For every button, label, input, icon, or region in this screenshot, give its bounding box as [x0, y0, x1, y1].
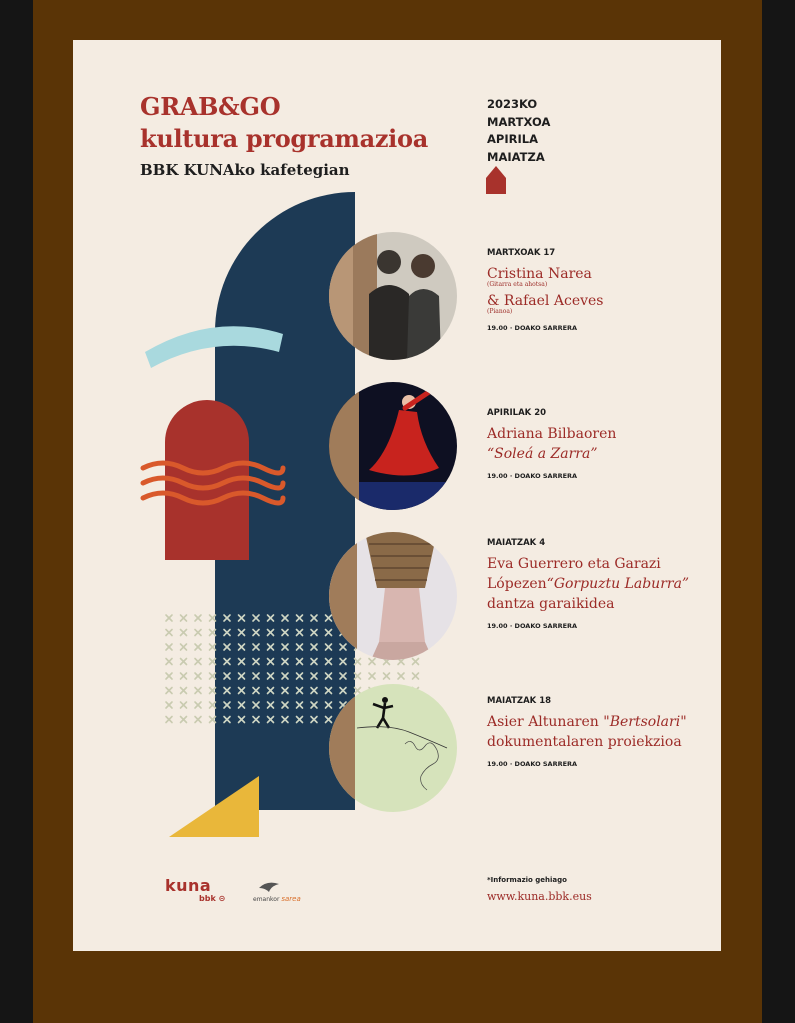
- x-mark: [166, 615, 172, 621]
- x-mark: [413, 659, 419, 665]
- months-list: [487, 96, 550, 166]
- event-date: MARTXOAK 17: [487, 248, 556, 258]
- x-mark: [166, 659, 172, 665]
- months-may: MAIATZA: [487, 149, 545, 164]
- subtitle-venue: BBK KUNAko kafetegian: [140, 161, 350, 179]
- x-mark: [355, 659, 361, 665]
- x-mark: [181, 688, 187, 694]
- house-icon: [486, 166, 506, 194]
- event-time: 19.00 · DOAKO SARRERA: [487, 760, 578, 768]
- x-mark: [195, 659, 201, 665]
- x-mark: [195, 644, 201, 650]
- website-link[interactable]: www.kuna.bbk.eus: [487, 890, 592, 903]
- x-mark: [210, 659, 216, 665]
- x-mark: [181, 630, 187, 636]
- bbk-circle-icon: ⊝: [218, 894, 226, 903]
- months-year: 2023KO: [487, 97, 538, 111]
- x-mark: [181, 702, 187, 708]
- x-mark: [210, 673, 216, 679]
- x-mark: [210, 702, 216, 708]
- info-label: *Informazio gehiago: [487, 876, 567, 884]
- months-march: MARTXOA: [487, 114, 551, 129]
- x-mark: [166, 688, 172, 694]
- x-mark: [195, 702, 201, 708]
- x-mark: [210, 688, 216, 694]
- x-mark: [166, 702, 172, 708]
- event-title: Eva Guerrero eta Garazi: [487, 556, 661, 572]
- photo-cristina-rafael: [329, 232, 457, 360]
- x-mark: [181, 615, 187, 621]
- event-time: 19.00 · DOAKO SARRERA: [487, 622, 578, 630]
- x-mark: [369, 659, 375, 665]
- event-title-part: Asier Altunaren: [487, 714, 604, 730]
- x-mark: [181, 673, 187, 679]
- x-mark: [384, 673, 390, 679]
- event-march: [487, 248, 727, 332]
- x-mark: [195, 615, 201, 621]
- event-title: [487, 712, 727, 732]
- x-mark: [166, 673, 172, 679]
- x-mark: [195, 717, 201, 723]
- photo-adriana-bilbao: [329, 382, 457, 510]
- sarea-logo-text: sarea: [281, 895, 301, 903]
- x-mark: [195, 688, 201, 694]
- x-mark: [166, 644, 172, 650]
- event-title-part: Lópezen: [487, 576, 547, 592]
- photo-gorpuztu-laburra: [329, 532, 457, 660]
- kuna-logo: kuna: [165, 876, 212, 895]
- x-mark: [210, 615, 216, 621]
- event-title: “Soleá a Zarra”: [487, 446, 598, 462]
- x-mark: [181, 644, 187, 650]
- x-mark: [210, 630, 216, 636]
- x-mark: [195, 630, 201, 636]
- title-grab-go: GRAB&GO: [140, 92, 281, 121]
- event-may-4: [487, 538, 727, 630]
- x-mark: [398, 673, 404, 679]
- event-date: MAIATZAK 4: [487, 538, 546, 548]
- x-mark: [181, 717, 187, 723]
- poster: [73, 40, 721, 951]
- event-title-part: "Bertsolari": [603, 714, 687, 730]
- months-april: APIRILA: [487, 132, 538, 146]
- x-mark: [181, 659, 187, 665]
- x-mark: [166, 630, 172, 636]
- event-performer-note: (Gitarra eta ahotsa): [487, 281, 548, 288]
- x-mark: [210, 644, 216, 650]
- event-title: dokumentalaren proiekzioa: [487, 734, 682, 750]
- event-april: [487, 408, 727, 480]
- emankor-bird-icon: [257, 880, 285, 894]
- event-performer: Cristina Narea: [487, 266, 592, 282]
- bbk-logo: [199, 894, 225, 903]
- title-kultura-programazioa: kultura programazioa: [140, 124, 428, 153]
- event-title-part: “Gorpuztu Laburra”: [546, 576, 690, 592]
- event-title: Adriana Bilbaoren: [487, 426, 617, 442]
- event-time: 19.00 · DOAKO SARRERA: [487, 472, 578, 480]
- x-mark: [210, 717, 216, 723]
- photo-bertsolari: [329, 684, 457, 812]
- x-mark: [369, 673, 375, 679]
- x-mark: [413, 673, 419, 679]
- event-title: [487, 574, 727, 594]
- x-mark: [355, 673, 361, 679]
- emankor-logo-text: emankor: [253, 896, 280, 903]
- event-date: MAIATZAK 18: [487, 696, 552, 706]
- event-date: APIRILAK 20: [487, 408, 547, 418]
- x-mark: [166, 717, 172, 723]
- event-performer: & Rafael Aceves: [487, 293, 604, 309]
- event-performer-note: (Pianoa): [487, 308, 513, 315]
- event-may-18: [487, 696, 727, 768]
- bbk-logo-text: bbk: [199, 894, 216, 903]
- event-title: dantza garaikidea: [487, 596, 615, 612]
- event-time: 19.00 · DOAKO SARRERA: [487, 324, 578, 332]
- emankor-sarea-logo: [253, 895, 301, 903]
- yellow-triangle-shape: [169, 776, 259, 837]
- x-mark: [195, 673, 201, 679]
